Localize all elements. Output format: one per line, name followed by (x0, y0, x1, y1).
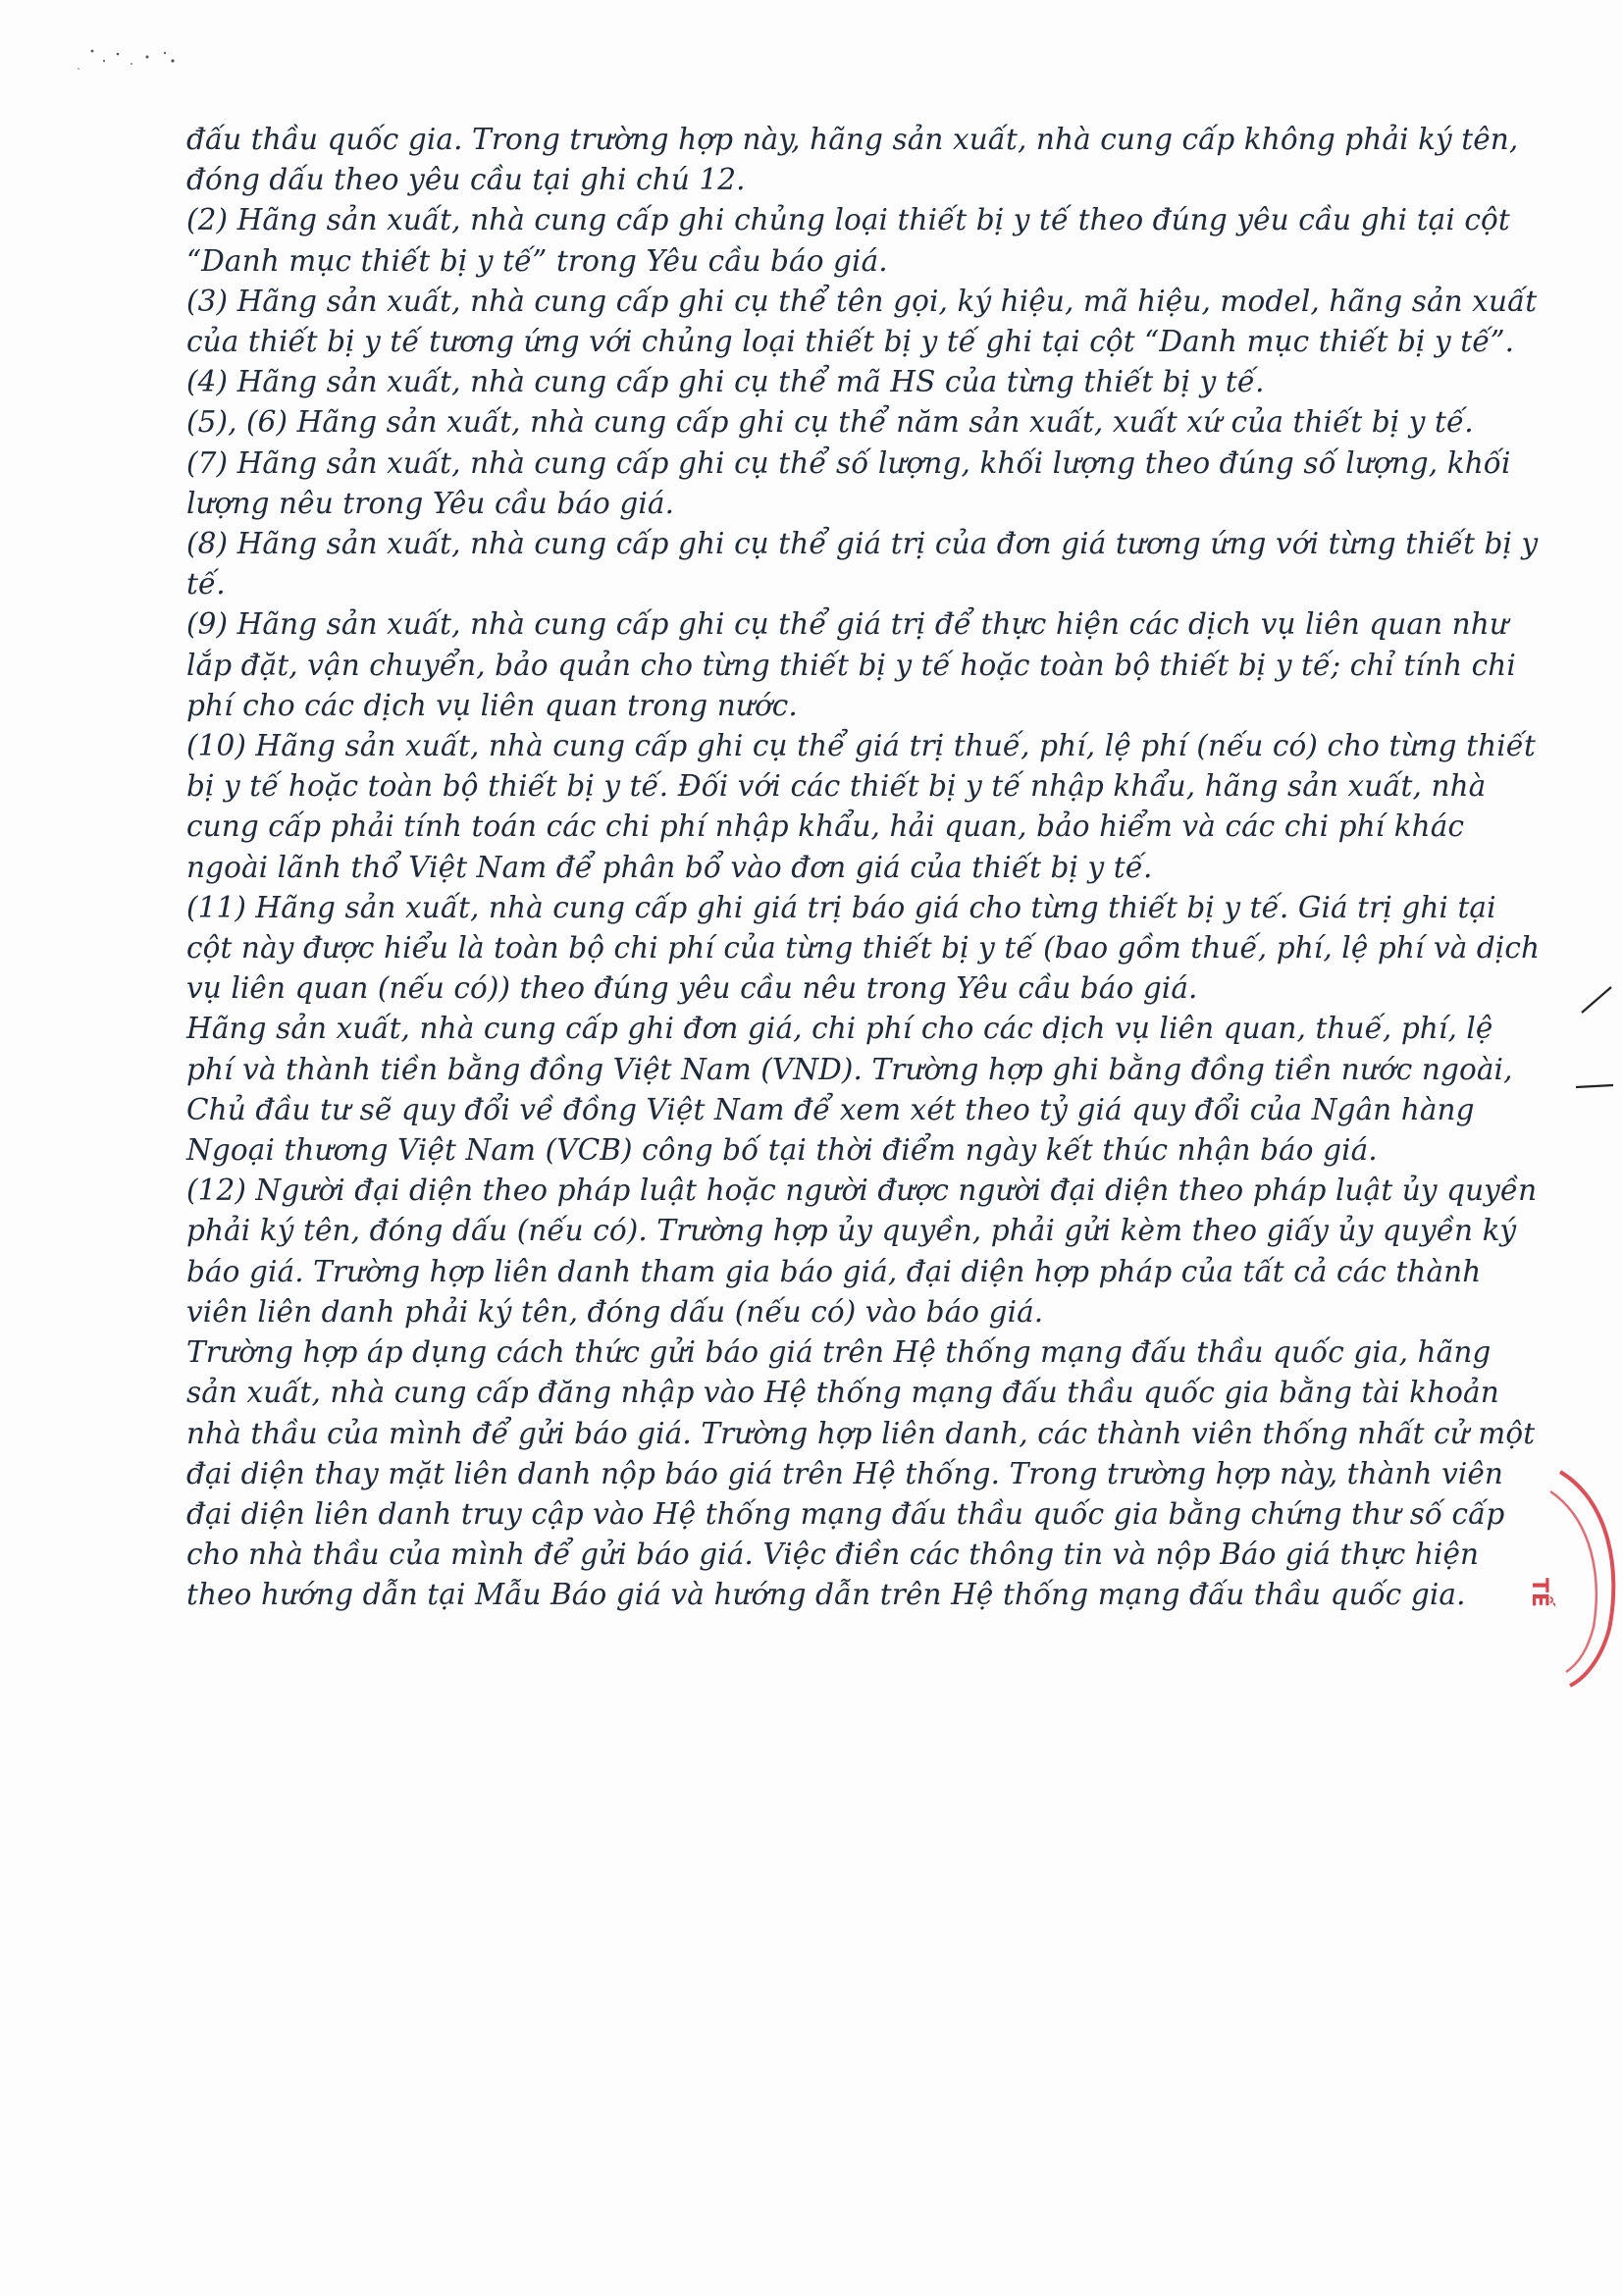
document-line: (10) Hãng sản xuất, nhà cung cấp ghi cụ thể giá trị thuế, phí, lệ phí (nếu có) cho từng thiết (186, 729, 1536, 763)
document-line: tế. (186, 567, 226, 601)
document-line: của thiết bị y tế tương ứng với chủng loại thiết bị y tế ghi tại cột “Danh mục thiết bị y tế”. (186, 325, 1515, 359)
document-line: cung cấp phải tính toán các chi phí nhập khẩu, hải quan, bảo hiểm và các chi phí khác (186, 809, 1465, 844)
document-line: (11) Hãng sản xuất, nhà cung cấp ghi giá trị báo giá cho từng thiết bị y tế. Giá trị ghi tại (186, 890, 1496, 924)
document-line: đại diện liên danh truy cập vào Hệ thống mạng đấu thầu quốc gia bằng chứng thư số cấp (186, 1496, 1505, 1531)
document-line: (4) Hãng sản xuất, nhà cung cấp ghi cụ thể mã HS của từng thiết bị y tế. (186, 365, 1265, 399)
document-line: (12) Người đại diện theo pháp luật hoặc người được người đại diện theo pháp luật ủy quyền (186, 1174, 1538, 1208)
document-line: (2) Hãng sản xuất, nhà cung cấp ghi chủng loại thiết bị y tế theo đúng yêu cầu ghi tại cột (186, 203, 1510, 237)
document-line: Ngoại thương Việt Nam (VCB) công bố tại thời điểm ngày kết thúc nhận báo giá. (186, 1133, 1378, 1168)
scan-specks (49, 39, 206, 78)
document-line: (8) Hãng sản xuất, nhà cung cấp ghi cụ thể giá trị của đơn giá tương ứng với từng thiết bị y (186, 527, 1539, 561)
document-line: (3) Hãng sản xuất, nhà cung cấp ghi cụ thể tên gọi, ký hiệu, mã hiệu, model, hãng sản xuất (186, 284, 1538, 318)
document-line: phí cho các dịch vụ liên quan trong nước. (186, 688, 798, 722)
document-line: đại diện thay mặt liên danh nộp báo giá trên Hệ thống. Trong trường hợp này, thành viên (186, 1456, 1504, 1490)
document-line: đấu thầu quốc gia. Trong trường hợp này, hãng sản xuất, nhà cung cấp không phải ký tên, (186, 123, 1519, 156)
document-line: Trường hợp áp dụng cách thức gửi báo giá trên Hệ thống mạng đấu thầu quốc gia, hãng (186, 1335, 1492, 1370)
document-body (186, 120, 1541, 1616)
document-line: phải ký tên, đóng dấu (nếu có). Trường hợp ủy quyền, phải gửi kèm theo giấy ủy quyền ký (186, 1214, 1517, 1248)
document-line: lắp đặt, vận chuyển, bảo quản cho từng thiết bị y tế hoặc toàn bộ thiết bị y tế; chỉ tính chi (186, 648, 1516, 682)
document-line: (5), (6) Hãng sản xuất, nhà cung cấp ghi cụ thể năm sản xuất, xuất xứ của thiết bị y tế. (186, 405, 1474, 440)
document-line: phí và thành tiền bằng đồng Việt Nam (VND). Trường hợp ghi bằng đồng tiền nước ngoài, (186, 1052, 1513, 1086)
document-line: “Danh mục thiết bị y tế” trong Yêu cầu báo giá. (186, 243, 888, 278)
document-line: theo hướng dẫn tại Mẫu Báo giá và hướng dẫn trên Hệ thống mạng đấu thầu quốc gia. (186, 1578, 1466, 1612)
document-line: sản xuất, nhà cung cấp đăng nhập vào Hệ thống mạng đấu thầu quốc gia bằng tài khoản (186, 1376, 1499, 1410)
margin-tick-mark-2 (1574, 1079, 1617, 1093)
document-line: đóng dấu theo yêu cầu tại ghi chú 12. (186, 163, 746, 197)
document-line: viên liên danh phải ký tên, đóng dấu (nếu có) vào báo giá. (186, 1294, 1044, 1329)
document-line: vụ liên quan (nếu có)) theo đúng yêu cầu nêu trong Yêu cầu báo giá. (186, 971, 1198, 1006)
document-line: (7) Hãng sản xuất, nhà cung cấp ghi cụ thể số lượng, khối lượng theo đúng số lượng, khối (186, 445, 1511, 480)
margin-tick-mark-1 (1578, 979, 1617, 1018)
document-line: ngoài lãnh thổ Việt Nam để phân bổ vào đơn giá của thiết bị y tế. (186, 850, 1153, 884)
document-line: Hãng sản xuất, nhà cung cấp ghi đơn giá, chi phí cho các dịch vụ liên quan, thuế, phí, lệ (186, 1012, 1493, 1046)
document-line: bị y tế hoặc toàn bộ thiết bị y tế. Đối với các thiết bị y tế nhập khẩu, hãng sản xuất, nhà (186, 769, 1487, 804)
document-line: (9) Hãng sản xuất, nhà cung cấp ghi cụ thể giá trị để thực hiện các dịch vụ liên quan như (186, 607, 1508, 642)
document-line: cho nhà thầu của mình để gửi báo giá. Việc điền các thông tin và nộp Báo giá thực hiện (186, 1538, 1480, 1572)
document-line: cột này được hiểu là toàn bộ chi phí của từng thiết bị y tế (bao gồm thuế, phí, lệ phí và dịch (186, 931, 1541, 965)
stamp-text: TẾ (1527, 1578, 1551, 1608)
document-line: Chủ đầu tư sẽ quy đổi về đồng Việt Nam để xem xét theo tỷ giá quy đổi của Ngân hàng (186, 1092, 1475, 1126)
red-seal-stamp (1492, 1462, 1623, 1688)
document-line: nhà thầu của mình để gửi báo giá. Trường hợp liên danh, các thành viên thống nhất cử một (186, 1416, 1536, 1450)
document-line: báo giá. Trường hợp liên danh tham gia báo giá, đại diện hợp pháp của tất cả các thành (186, 1254, 1482, 1288)
document-line: lượng nêu trong Yêu cầu báo giá. (186, 486, 675, 520)
